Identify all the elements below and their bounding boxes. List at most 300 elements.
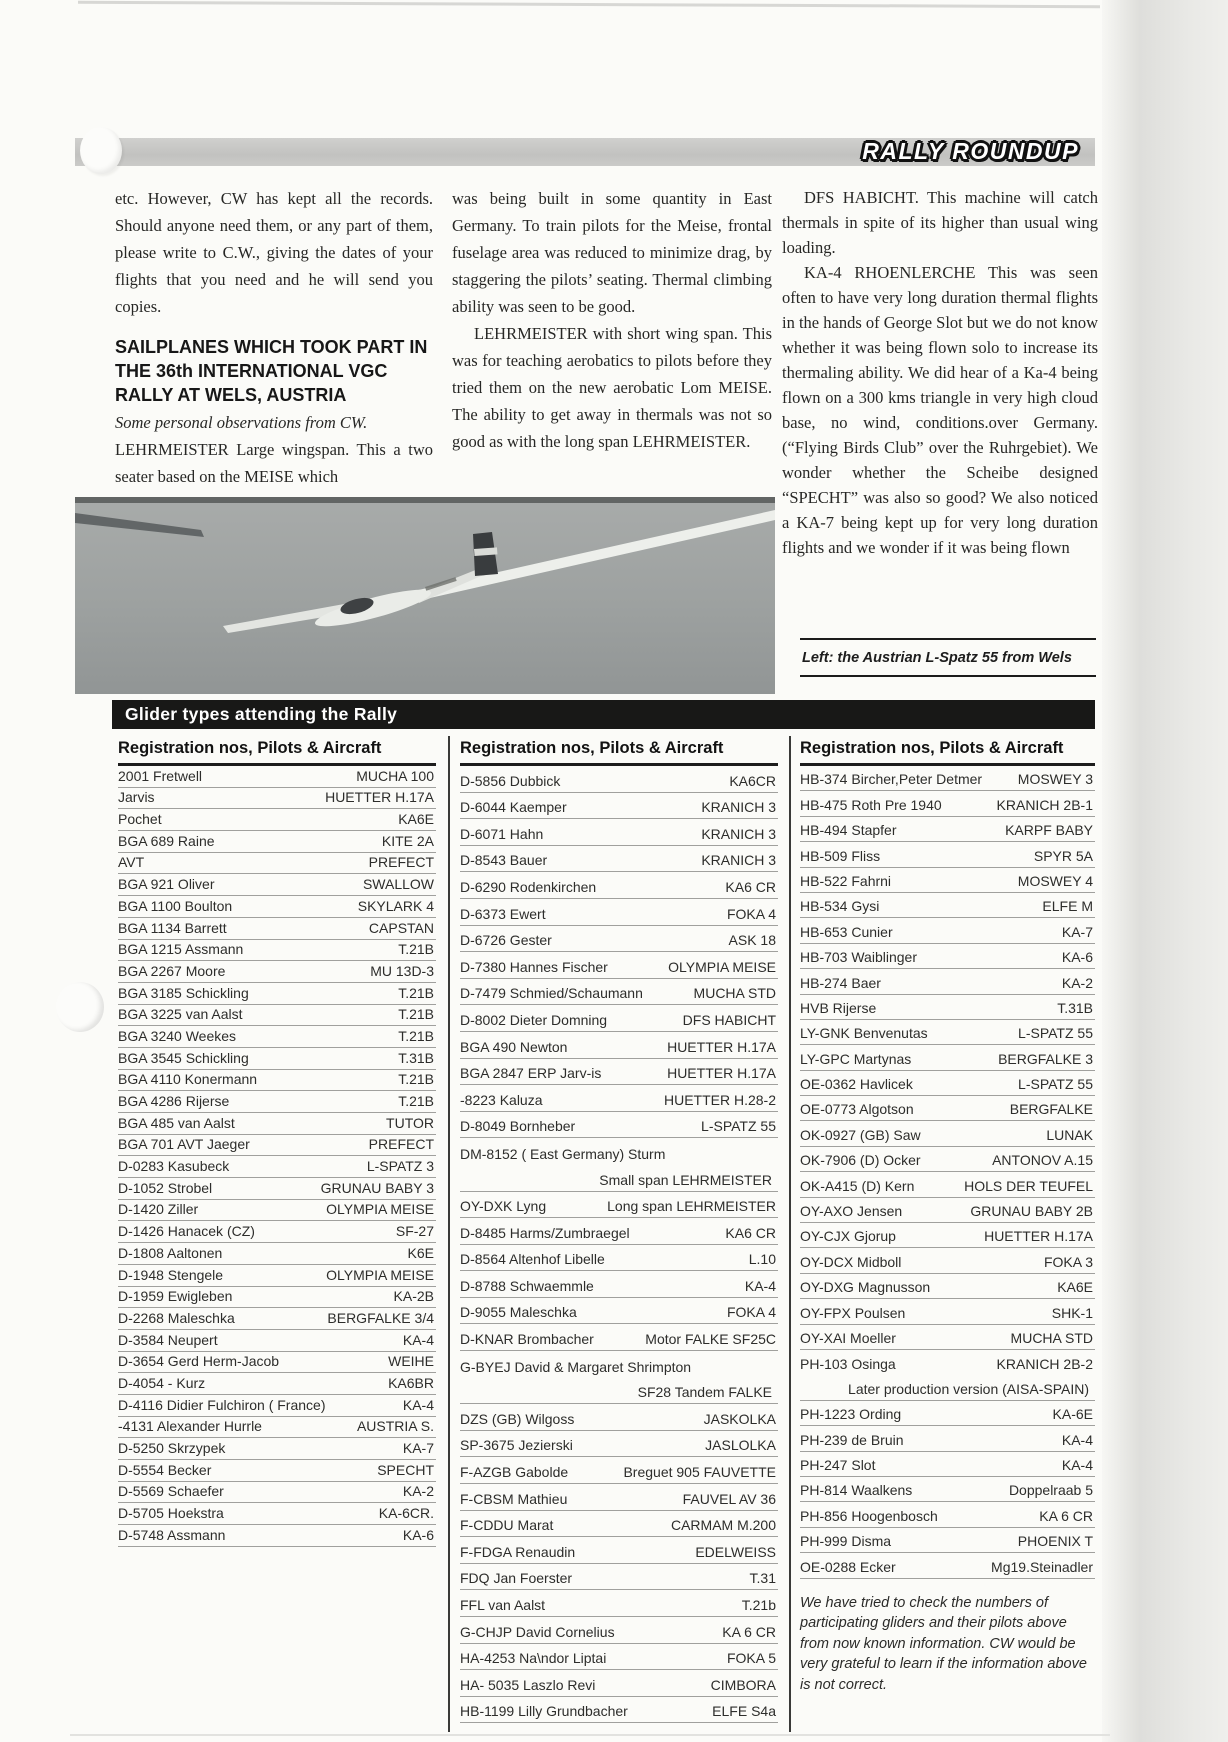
- aircraft-type-cell: MOSWEY 3: [1017, 771, 1093, 788]
- table-row: [460, 1324, 778, 1351]
- aircraft-type-cell: CAPSTAN: [368, 919, 434, 936]
- table-row: [460, 952, 778, 979]
- registration-pilot-cell: D-9055 Maleschka: [460, 1304, 577, 1321]
- table-row: [118, 940, 436, 962]
- table-row: [118, 1243, 436, 1265]
- aircraft-type-cell: KA-4: [402, 1396, 434, 1413]
- table-row: [118, 1156, 436, 1178]
- registration-pilot-cell: OK-7906 (D) Ocker: [800, 1152, 921, 1169]
- hole-punch: [80, 127, 122, 174]
- aircraft-type-cell: HUETTER H.17A: [984, 1228, 1093, 1245]
- page-title: RALLY ROUNDUP: [862, 138, 1079, 164]
- registration-pilot-cell: PH-856 Hoogenbosch: [800, 1507, 938, 1524]
- table-row: [118, 1460, 436, 1482]
- table-row: [460, 1511, 778, 1538]
- registration-pilot-cell: HB-274 Baer: [800, 974, 881, 991]
- aircraft-type-cell: Mg19.Steinadler: [991, 1558, 1093, 1575]
- registration-pilot-cell: D-5554 Becker: [118, 1461, 212, 1478]
- aircraft-type-cell: KA6 CR: [725, 1224, 776, 1241]
- scan-top-line: [78, 1, 1100, 8]
- table-row: [800, 1223, 1095, 1248]
- table-row: [460, 1271, 778, 1298]
- aircraft-type-cell: KRANICH 2B-2: [996, 1356, 1093, 1373]
- aircraft-type-wrap-cell: Small span LEHRMEISTER: [460, 1165, 778, 1192]
- registration-pilot-cell: BGA 1100 Boulton: [118, 897, 233, 914]
- registration-pilot-cell: D-8788 Schwaemmle: [460, 1277, 594, 1294]
- registration-pilot-cell: D-5705 Hoekstra: [118, 1505, 224, 1522]
- aircraft-type-cell: GRUNAU BABY 3: [320, 1179, 434, 1196]
- aircraft-type-cell: KA 6 CR: [1039, 1507, 1093, 1524]
- registration-pilot-cell: BGA 3185 Schickling: [118, 984, 249, 1001]
- table-row: [800, 893, 1095, 918]
- article-heading: SAILPLANES WHICH TOOK PART IN THE 36th INTERNATIONAL VGC RALLY AT WELS, AUSTRIA: [115, 337, 428, 405]
- table-row: [118, 983, 436, 1005]
- aircraft-type-cell: L-SPATZ 55: [1018, 1076, 1093, 1093]
- table-row: [800, 1147, 1095, 1172]
- registration-pilot-cell: HB-1199 Lilly Grundbacher: [460, 1703, 628, 1720]
- table-row: [118, 1352, 436, 1374]
- aircraft-type-cell: KA-6E: [1052, 1406, 1093, 1423]
- aircraft-type-cell: KA6BR: [388, 1374, 434, 1391]
- table-row: [800, 1350, 1095, 1401]
- registration-pilot-cell: D-1808 Aaltonen: [118, 1244, 223, 1261]
- table-row: [460, 1697, 778, 1724]
- registration-pilot-cell: D-7479 Schmied/Schaumann: [460, 985, 643, 1002]
- table-row: [118, 1438, 436, 1460]
- registration-pilot-cell: HB-534 Gysi: [800, 898, 880, 915]
- aircraft-type-cell: MUCHA STD: [693, 985, 776, 1002]
- photo-caption: [800, 638, 1096, 677]
- aircraft-type-cell: MOSWEY 4: [1017, 872, 1093, 889]
- table-row: [800, 1121, 1095, 1146]
- table-row: [118, 1026, 436, 1048]
- registration-pilot-cell: HB-509 Fliss: [800, 847, 881, 864]
- photo-caption-text: Left: the Austrian L-Spatz 55 from Wels: [802, 650, 1072, 666]
- aircraft-type-cell: KA-2B: [393, 1288, 434, 1305]
- table-row: [460, 1404, 778, 1431]
- column-header: Registration nos, Pilots & Aircraft: [118, 737, 436, 766]
- table-row: [460, 1617, 778, 1644]
- aircraft-type-cell: MUCHA STD: [1010, 1329, 1093, 1346]
- table-row: [460, 1484, 778, 1511]
- table-row: [800, 842, 1095, 867]
- article-paragraph: KA-4 RHOENLERCHE This was seen often to have very long duration thermal flights in the hands of George Slot but we do not know whether it was being flown solo to increase its thermaling ability. We did hear of a Ka-4 being flown on a 300 kms triangle in very high cloud base, no wind, conditions.over Germany. (“Flying Birds Club” over the Ruhrgebiet). We wonder whether the Scheibe designed “SPECHT” was also so good? We also noticed a KA-7 being kept up for very long duration flights and we wonder if it was being flown: [782, 263, 1098, 557]
- registration-pilot-cell: D-3584 Neupert: [118, 1331, 218, 1348]
- table-footnote: We have tried to check the numbers of participating gliders and their pilots above from now known information. CW would be very grateful to learn if the information above is not correct.: [800, 1594, 1087, 1693]
- table-row: [118, 1287, 436, 1309]
- table-column-2: [460, 737, 778, 1723]
- registration-pilot-cell: D-1052 Strobel: [118, 1179, 213, 1196]
- registration-pilot-cell: D-8002 Dieter Domning: [460, 1011, 608, 1028]
- aircraft-type-cell: SWALLOW: [362, 876, 434, 893]
- registration-pilot-cell: D-8049 Bornheber: [460, 1118, 576, 1135]
- table-row: [460, 979, 778, 1006]
- table-row: [800, 944, 1095, 969]
- table-row: [800, 766, 1095, 791]
- registration-pilot-cell: 2001 Fretwell: [118, 767, 203, 784]
- table-rows: [460, 766, 778, 1723]
- registration-pilot-cell: -8223 Kaluza: [460, 1091, 543, 1108]
- table-row: [800, 791, 1095, 816]
- table-row: [800, 1502, 1095, 1527]
- glider-photo-image: [75, 497, 775, 694]
- table-row: [118, 1091, 436, 1113]
- table-row: [800, 1528, 1095, 1553]
- registration-pilot-cell: BGA 4286 Rijerse: [118, 1093, 230, 1109]
- registration-pilot-cell: AVT: [118, 854, 145, 871]
- table-row: [460, 1138, 778, 1191]
- registration-pilot-cell: G-BYEJ David & Margaret Shrimpton: [460, 1358, 692, 1375]
- registration-pilot-cell: DZS (GB) Wilgoss: [460, 1410, 575, 1427]
- table-row: [118, 831, 436, 853]
- table-row: [800, 1426, 1095, 1451]
- registration-pilot-cell: D-5569 Schaefer: [118, 1483, 224, 1500]
- registration-pilot-cell: HB-494 Stapfer: [800, 822, 897, 839]
- table-title-bar: [112, 700, 1095, 729]
- aircraft-type-cell: PREFECT: [368, 854, 434, 871]
- registration-pilot-cell: OE-0773 Algotson: [800, 1101, 914, 1118]
- aircraft-type-cell: KA-4: [1061, 1456, 1093, 1473]
- table-row: [460, 793, 778, 820]
- article-paragraph: was being built in some quantity in East Germany. To train pilots for the Meise, frontal fuselage area was reduced to minimize drag, by staggering the pilots’ seating. Thermal climbing ability was seen to be good.: [452, 189, 772, 316]
- aircraft-type-cell: SF-27: [395, 1223, 434, 1240]
- aircraft-type-cell: BERGFALKE 3: [998, 1050, 1093, 1067]
- table-row: [460, 1564, 778, 1591]
- table-row: [460, 1537, 778, 1564]
- aircraft-type-cell: OLYMPIA MEISE: [326, 1201, 434, 1218]
- table-row: [118, 1221, 436, 1243]
- table-row: [800, 817, 1095, 842]
- scan-edge-shadow: [1102, 0, 1228, 1742]
- table-row: [460, 1457, 778, 1484]
- aircraft-type-cell: KA-4: [744, 1277, 776, 1294]
- registration-pilot-cell: FFL van Aalst: [460, 1597, 546, 1613]
- column-divider: [448, 736, 450, 1732]
- aircraft-type-cell: TUTOR: [386, 1114, 434, 1131]
- registration-pilot-cell: FDQ Jan Foerster: [460, 1570, 573, 1587]
- table-row: [118, 1200, 436, 1222]
- article-paragraph: etc. However, CW has kept all the records. Should anyone need them, or any part of them, please write to C.W., giving the dates of your flights that you need and he will send you copies.: [115, 189, 433, 316]
- aircraft-type-cell: L.10: [748, 1251, 776, 1268]
- registration-pilot-cell: D-1959 Ewigleben: [118, 1288, 233, 1305]
- table-row: [118, 1265, 436, 1287]
- registration-pilot-cell: D-8485 Harms/Zumbraegel: [460, 1224, 630, 1241]
- aircraft-type-cell: HOLS DER TEUFEL: [964, 1177, 1093, 1194]
- table-row: [118, 766, 436, 788]
- registration-pilot-cell: F-CDDU Marat: [460, 1517, 554, 1534]
- header-bar: [75, 138, 1095, 166]
- registration-pilot-cell: HVB Rijerse: [800, 999, 877, 1016]
- registration-pilot-cell: HB-703 Waiblinger: [800, 949, 917, 966]
- table-row: [800, 1045, 1095, 1070]
- registration-pilot-cell: OK-A415 (D) Kern: [800, 1177, 915, 1194]
- aircraft-type-cell: KA-6: [402, 1526, 434, 1543]
- aircraft-type-cell: L-SPATZ 3: [366, 1158, 434, 1175]
- aircraft-type-cell: SPECHT: [377, 1461, 434, 1478]
- table-row: [118, 1005, 436, 1027]
- registration-pilot-cell: LY-GNK Benvenutas: [800, 1025, 928, 1042]
- table-row: [118, 1308, 436, 1330]
- table-row: [118, 1417, 436, 1439]
- aircraft-type-cell: T.21B: [398, 1093, 434, 1109]
- registration-pilot-cell: OE-0362 Havlicek: [800, 1076, 913, 1093]
- table-row: [118, 1503, 436, 1525]
- registration-pilot-cell: PH-814 Waalkens: [800, 1482, 913, 1499]
- table-row: [800, 868, 1095, 893]
- registration-pilot-cell: PH-103 Osinga: [800, 1356, 896, 1373]
- aircraft-type-cell: GRUNAU BABY 2B: [970, 1203, 1093, 1220]
- table-column-3: [800, 737, 1095, 1710]
- column-divider: [789, 736, 791, 1732]
- registration-pilot-cell: D-6044 Kaemper: [460, 799, 567, 816]
- registration-pilot-cell: PH-247 Slot: [800, 1456, 876, 1473]
- registration-pilot-cell: D-8543 Bauer: [460, 852, 548, 869]
- table-row: [460, 846, 778, 873]
- registration-pilot-cell: D-4116 Didier Fulchiron ( France): [118, 1396, 326, 1413]
- table-row: [800, 1274, 1095, 1299]
- aircraft-type-cell: ELFE M: [1042, 898, 1093, 915]
- table-rows: [800, 766, 1095, 1579]
- registration-pilot-cell: D-5250 Skrzypek: [118, 1440, 226, 1456]
- table-row: [118, 1135, 436, 1157]
- aircraft-type-cell: FOKA 5: [726, 1650, 776, 1667]
- registration-pilot-cell: BGA 2267 Moore: [118, 962, 226, 979]
- aircraft-type-cell: KA6 CR: [725, 878, 776, 895]
- aircraft-type-cell: DFS HABICHT: [682, 1011, 776, 1028]
- registration-pilot-cell: HB-475 Roth Pre 1940: [800, 796, 942, 813]
- registration-pilot-cell: BGA 490 Newton: [460, 1038, 568, 1055]
- registration-pilot-cell: D-5856 Dubbick: [460, 772, 561, 789]
- registration-pilot-cell: D-7380 Hannes Fischer: [460, 958, 608, 975]
- aircraft-type-cell: KITE 2A: [381, 832, 434, 849]
- registration-pilot-cell: BGA 3225 van Aalst: [118, 1006, 243, 1023]
- table-row: [800, 1299, 1095, 1324]
- registration-pilot-cell: BGA 1134 Barrett: [118, 919, 227, 936]
- registration-pilot-cell: BGA 3545 Schickling: [118, 1049, 249, 1066]
- article-column-1: [115, 185, 433, 490]
- aircraft-type-cell: FOKA 3: [1043, 1253, 1093, 1270]
- registration-pilot-cell: D-1426 Hanacek (CZ): [118, 1223, 255, 1240]
- table-row: [460, 1085, 778, 1112]
- registration-pilot-cell: OE-0288 Ecker: [800, 1558, 896, 1575]
- table-row: [460, 1245, 778, 1272]
- table-row: [118, 788, 436, 810]
- table-row: [800, 1020, 1095, 1045]
- aircraft-type-cell: BERGFALKE 3/4: [327, 1309, 434, 1326]
- aircraft-type-cell: T.21B: [398, 984, 434, 1001]
- aircraft-type-cell: KA-7: [402, 1440, 434, 1456]
- aircraft-type-wrap-cell: Later production version (AISA-SPAIN): [800, 1375, 1095, 1400]
- registration-pilot-cell: F-CBSM Mathieu: [460, 1490, 568, 1507]
- registration-pilot-cell: OY-DXK Lyng: [460, 1198, 547, 1215]
- registration-pilot-cell: D-4054 - Kurz: [118, 1374, 206, 1391]
- aircraft-type-cell: AUSTRIA S.: [356, 1418, 434, 1435]
- registration-pilot-cell: D-0283 Kasubeck: [118, 1158, 230, 1175]
- aircraft-type-cell: LUNAK: [1046, 1126, 1093, 1143]
- table-row: [118, 896, 436, 918]
- article-paragraph: LEHRMEISTER with short wing span. This was for teaching aerobatics to pilots before they tried them on the new aerobatic Lom MEISE. The ability to get away in thermals was not so good as with the long span LEHRMEISTER.: [452, 324, 772, 451]
- registration-pilot-cell: OY-FPX Poulsen: [800, 1304, 906, 1321]
- registration-pilot-cell: -4131 Alexander Hurrle: [118, 1418, 262, 1435]
- article-paragraph: LEHRMEISTER Large wingspan. This a two seater based on the MEISE which: [115, 440, 433, 486]
- registration-pilot-cell: HB-374 Bircher,Peter Detmer: [800, 771, 983, 788]
- table-row: [118, 1373, 436, 1395]
- registration-pilot-cell: D-KNAR Brombacher: [460, 1331, 594, 1348]
- table-row: [118, 1482, 436, 1504]
- table-row: [800, 1477, 1095, 1502]
- aircraft-type-cell: KRANICH 3: [701, 825, 776, 842]
- table-row: [460, 1192, 778, 1219]
- table-row: [118, 874, 436, 896]
- aircraft-type-cell: KA 6 CR: [722, 1623, 776, 1640]
- table-row: [118, 1525, 436, 1547]
- article-column-2: [452, 185, 772, 455]
- aircraft-type-cell: T.31: [749, 1570, 776, 1587]
- aircraft-type-cell: T.31B: [398, 1049, 434, 1066]
- aircraft-type-cell: MUCHA 100: [356, 767, 434, 784]
- aircraft-type-cell: HUETTER H.28-2: [663, 1091, 776, 1108]
- registration-pilot-cell: D-6373 Ewert: [460, 905, 546, 922]
- registration-pilot-cell: BGA 3240 Weekes: [118, 1027, 237, 1044]
- table-row: [460, 1059, 778, 1086]
- aircraft-type-cell: HUETTER H.17A: [667, 1065, 776, 1082]
- registration-pilot-cell: PH-999 Disma: [800, 1533, 892, 1550]
- table-row: [800, 918, 1095, 943]
- column-header: Registration nos, Pilots & Aircraft: [460, 737, 778, 766]
- aircraft-type-cell: KA-2: [1061, 974, 1093, 991]
- aircraft-type-cell: WEIHE: [388, 1353, 434, 1370]
- registration-pilot-cell: HB-653 Cunier: [800, 923, 893, 940]
- aircraft-type-cell: SHK-1: [1051, 1304, 1093, 1321]
- registration-pilot-cell: SP-3675 Jezierski: [460, 1437, 573, 1454]
- table-row: [800, 1198, 1095, 1223]
- table-row: [118, 1048, 436, 1070]
- aircraft-type-cell: MU 13D-3: [370, 962, 434, 979]
- aircraft-type-cell: KRANICH 3: [701, 799, 776, 816]
- registration-pilot-cell: BGA 2847 ERP Jarv-is: [460, 1065, 602, 1082]
- table-row: [800, 1325, 1095, 1350]
- aircraft-type-cell: KA-6: [1061, 949, 1093, 966]
- table-row: [118, 853, 436, 875]
- table-title-text: Glider types attending the Rally: [125, 704, 398, 724]
- registration-pilot-cell: OY-CJX Gjorup: [800, 1228, 896, 1245]
- table-row: [118, 1395, 436, 1417]
- registration-pilot-cell: D-1420 Ziller: [118, 1201, 199, 1218]
- registration-pilot-cell: D-3654 Gerd Herm-Jacob: [118, 1353, 280, 1370]
- table-row: [460, 1032, 778, 1059]
- registration-pilot-cell: HB-522 Fahrni: [800, 872, 892, 889]
- table-row: [460, 1298, 778, 1325]
- registration-pilot-cell: PH-1223 Ording: [800, 1406, 902, 1423]
- aircraft-type-cell: SKYLARK 4: [357, 897, 434, 914]
- aircraft-type-cell: KA-6CR.: [378, 1505, 434, 1522]
- registration-pilot-cell: D-5748 Assmann: [118, 1526, 226, 1543]
- aircraft-type-cell: JASLOLKA: [705, 1437, 776, 1454]
- registration-pilot-cell: BGA 4110 Konermann: [118, 1071, 258, 1088]
- registration-pilot-cell: F-AZGB Gabolde: [460, 1464, 569, 1481]
- registration-pilot-cell: PH-239 de Bruin: [800, 1431, 904, 1448]
- aircraft-type-cell: ELFE S4a: [712, 1703, 776, 1720]
- aircraft-type-cell: T.21B: [398, 1006, 434, 1023]
- scan-bottom-line: [70, 1734, 1110, 1736]
- aircraft-type-cell: FOKA 4: [726, 1304, 776, 1321]
- registration-pilot-cell: BGA 1215 Assmann: [118, 941, 244, 958]
- aircraft-type-cell: KA-4: [402, 1331, 434, 1348]
- aircraft-type-cell: L-SPATZ 55: [701, 1118, 776, 1135]
- table-row: [118, 809, 436, 831]
- aircraft-type-cell: K6E: [407, 1244, 434, 1261]
- registration-pilot-cell: G-CHJP David Cornelius: [460, 1623, 615, 1640]
- aircraft-type-cell: T.21B: [398, 1027, 434, 1044]
- table-row: [118, 1070, 436, 1092]
- aircraft-type-cell: KA6E: [398, 811, 434, 828]
- table-row: [800, 995, 1095, 1020]
- table-row: [460, 1351, 778, 1404]
- aircraft-type-cell: FAUVEL AV 36: [682, 1490, 776, 1507]
- registration-pilot-cell: D-6290 Rodenkirchen: [460, 878, 597, 895]
- aircraft-type-cell: T.31B: [1057, 999, 1093, 1016]
- table-row: [800, 1172, 1095, 1197]
- aircraft-type-cell: T.21B: [398, 941, 434, 958]
- registration-pilot-cell: OY-AXO Jensen: [800, 1203, 903, 1220]
- aircraft-type-cell: OLYMPIA MEISE: [668, 958, 776, 975]
- registration-pilot-cell: BGA 701 AVT Jaeger: [118, 1136, 250, 1153]
- registration-pilot-cell: OY-DXG Magnusson: [800, 1279, 931, 1296]
- registration-pilot-cell: Pochet: [118, 811, 162, 828]
- table-row: [800, 969, 1095, 994]
- article-column-3: [782, 185, 1098, 560]
- table-row: [460, 1670, 778, 1697]
- table-row: [800, 1553, 1095, 1578]
- aircraft-type-cell: KARPF BABY: [1005, 822, 1093, 839]
- table-row: [800, 1071, 1095, 1096]
- registration-pilot-cell: D-1948 Stengele: [118, 1266, 224, 1283]
- table-rows: [118, 766, 436, 1547]
- aircraft-type-cell: JASKOLKA: [703, 1410, 776, 1427]
- registration-pilot-cell: D-6726 Gester: [460, 932, 552, 949]
- aircraft-type-cell: T.21B: [398, 1071, 434, 1088]
- aircraft-type-cell: HUETTER H.17A: [325, 789, 434, 806]
- registration-pilot-cell: D-6071 Hahn: [460, 825, 544, 842]
- registration-pilot-cell: D-2268 Maleschka: [118, 1309, 235, 1326]
- aircraft-type-cell: KA6E: [1057, 1279, 1093, 1296]
- aircraft-type-cell: ANTONOV A.15: [992, 1152, 1093, 1169]
- aircraft-type-cell: KA-2: [402, 1483, 434, 1500]
- table-row: [800, 1401, 1095, 1426]
- aircraft-type-cell: HUETTER H.17A: [667, 1038, 776, 1055]
- table-row: [800, 1096, 1095, 1121]
- registration-pilot-cell: HA- 5035 Laszlo Revi: [460, 1676, 596, 1693]
- registration-pilot-cell: BGA 485 van Aalst: [118, 1114, 235, 1131]
- table-row: [460, 1644, 778, 1671]
- table-row: [460, 766, 778, 793]
- table-row: [118, 918, 436, 940]
- table-row: [460, 1005, 778, 1032]
- aircraft-type-cell: BERGFALKE: [1009, 1101, 1093, 1118]
- aircraft-type-cell: T.21b: [741, 1597, 776, 1613]
- registration-pilot-cell: BGA 921 Oliver: [118, 876, 215, 893]
- aircraft-type-cell: Motor FALKE SF25C: [645, 1331, 776, 1348]
- aircraft-type-wrap-cell: SF28 Tandem FALKE: [460, 1378, 778, 1405]
- column-header: Registration nos, Pilots & Aircraft: [800, 737, 1095, 766]
- registration-pilot-cell: HA-4253 Na\ndor Liptai: [460, 1650, 607, 1667]
- registration-pilot-cell: D-8564 Altenhof Libelle: [460, 1251, 605, 1268]
- table-row: [460, 899, 778, 926]
- registration-pilot-cell: OK-0927 (GB) Saw: [800, 1126, 921, 1143]
- article-byline: Some personal observations from CW.: [115, 413, 368, 432]
- aircraft-type-cell: FOKA 4: [726, 905, 776, 922]
- glider-photo: [75, 497, 775, 694]
